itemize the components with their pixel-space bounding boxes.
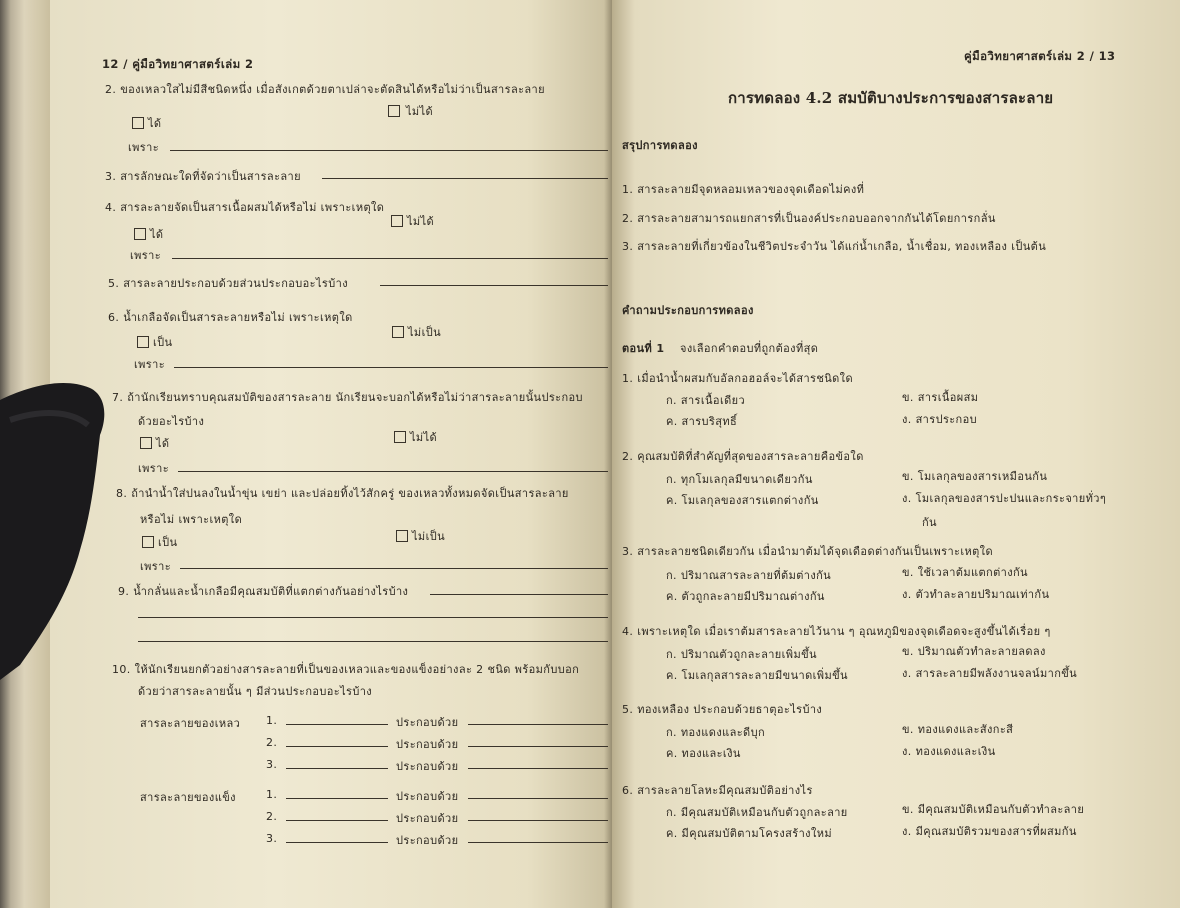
right-page-header: คู่มือวิทยาศาสตร์เล่ม 2 / 13 bbox=[964, 49, 1116, 63]
mcq-option[interactable]: ค. สารบริสุทธิ์ bbox=[666, 415, 738, 428]
option-cannot-label: ไม่ได้ bbox=[407, 215, 435, 228]
mcq-option[interactable]: ง. สารละลายมีพลังงานจลน์มากขึ้น bbox=[902, 667, 1078, 680]
composition-label: ประกอบด้วย bbox=[396, 738, 459, 751]
question-4: 4. สารละลายจัดเป็นสารเนื้อผสมได้หรือไม่ เพราะเหตุใด bbox=[105, 201, 385, 214]
answer-line[interactable] bbox=[430, 594, 608, 595]
mcq-option[interactable]: ข. ทองแดงและสังกะสี bbox=[902, 723, 1014, 736]
question-3: 3. สารลักษณะใดที่จัดว่าเป็นสารละลาย bbox=[105, 170, 301, 183]
summary-item: 2. สารละลายสามารถแยกสารที่เป็นองค์ประกอบออกจากกันได้โดยการกลั่น bbox=[622, 212, 996, 225]
option-can-label: ได้ bbox=[148, 117, 162, 130]
because-label: เพราะ bbox=[138, 462, 170, 475]
question-8-cont: หรือไม่ เพราะเหตุใด bbox=[140, 513, 243, 526]
question-10: 10. ให้นักเรียนยกตัวอย่างสารละลายที่เป็นของเหลวและของแข็งอย่างละ 2 ชนิด พร้อมกับบอก bbox=[112, 663, 580, 676]
answer-line[interactable] bbox=[468, 768, 608, 769]
mcq-option[interactable]: ข. มีคุณสมบัติเหมือนกับตัวทำละลาย bbox=[902, 803, 1085, 816]
mcq-option[interactable]: ค. มีคุณสมบัติตามโครงสร้างใหม่ bbox=[666, 827, 833, 840]
summary-item: 3. สารละลายที่เกี่ยวข้องในชีวิตประจำวัน ได้แก่น้ำเกลือ, น้ำเชื่อม, ทองเหลือง เป็นต้น bbox=[622, 240, 1047, 253]
composition-label: ประกอบด้วย bbox=[396, 716, 459, 729]
left-page bbox=[50, 0, 612, 908]
checkbox-is[interactable] bbox=[142, 536, 154, 548]
questions-heading: คำถามประกอบการทดลอง bbox=[622, 304, 754, 317]
answer-line[interactable] bbox=[174, 367, 608, 368]
mcq-question: 1. เมื่อนำน้ำผสมกับอัลกอฮอล์จะได้สารชนิดใด bbox=[622, 372, 854, 385]
item-number: 2. bbox=[266, 810, 278, 823]
option-can-label: ได้ bbox=[156, 437, 170, 450]
because-label: เพราะ bbox=[140, 560, 172, 573]
mcq-option[interactable]: ก. มีคุณสมบัติเหมือนกับตัวถูกละลาย bbox=[666, 806, 848, 819]
solid-solution-label: สารละลายของแข็ง bbox=[140, 791, 236, 804]
mcq-option[interactable]: ก. สารเนื้อเดียว bbox=[666, 394, 746, 407]
mcq-option[interactable]: ข. สารเนื้อผสม bbox=[902, 391, 979, 404]
answer-line[interactable] bbox=[468, 842, 608, 843]
composition-label: ประกอบด้วย bbox=[396, 790, 459, 803]
option-can-label: ได้ bbox=[150, 228, 164, 241]
option-cannot-label: ไม่ได้ bbox=[406, 105, 434, 118]
liquid-solution-label: สารละลายของเหลว bbox=[140, 717, 241, 730]
answer-line[interactable] bbox=[180, 568, 608, 569]
option-cannot-label: ไม่ได้ bbox=[410, 431, 438, 444]
mcq-option[interactable]: ค. โมเลกุลสารละลายมีขนาดเพิ่มขึ้น bbox=[666, 669, 848, 682]
answer-line[interactable] bbox=[286, 798, 388, 799]
mcq-option[interactable]: ง. โมเลกุลของสารปะปนและกระจายทั่วๆ bbox=[902, 492, 1107, 505]
checkbox-is[interactable] bbox=[137, 336, 149, 348]
checkbox-can[interactable] bbox=[134, 228, 146, 240]
mcq-option[interactable]: ง. ทองแดงและเงิน bbox=[902, 745, 996, 758]
dark-cloth bbox=[0, 380, 110, 680]
item-number: 1. bbox=[266, 714, 278, 727]
composition-label: ประกอบด้วย bbox=[396, 834, 459, 847]
item-number: 2. bbox=[266, 736, 278, 749]
mcq-option[interactable]: ก. ทองแดงและดีบุก bbox=[666, 726, 766, 739]
because-label: เพราะ bbox=[134, 358, 166, 371]
checkbox-cannot[interactable] bbox=[388, 105, 400, 117]
question-5: 5. สารละลายประกอบด้วยส่วนประกอบอะไรบ้าง bbox=[108, 277, 348, 290]
mcq-option-cont: กัน bbox=[922, 516, 937, 529]
composition-label: ประกอบด้วย bbox=[396, 760, 459, 773]
mcq-question: 5. ทองเหลือง ประกอบด้วยธาตุอะไรบ้าง bbox=[622, 703, 823, 716]
question-10-cont: ด้วยว่าสารละลายนั้น ๆ มีส่วนประกอบอะไรบ้าง bbox=[138, 685, 373, 698]
answer-line[interactable] bbox=[468, 724, 608, 725]
mcq-option[interactable]: ข. โมเลกุลของสารเหมือนกัน bbox=[902, 470, 1048, 483]
question-2: 2. ของเหลวใสไม่มีสีชนิดหนึ่ง เมื่อสังเกตด้วยตาเปล่าจะตัดสินได้หรือไม่ว่าเป็นสารละลาย bbox=[105, 83, 545, 96]
mcq-option[interactable]: ง. ตัวทำละลายปริมาณเท่ากัน bbox=[902, 588, 1050, 601]
answer-line[interactable] bbox=[468, 746, 608, 747]
mcq-option[interactable]: ก. ทุกโมเลกุลมีขนาดเดียวกัน bbox=[666, 473, 813, 486]
option-is-label: เป็น bbox=[153, 336, 173, 349]
question-7-cont: ด้วยอะไรบ้าง bbox=[138, 415, 205, 428]
mcq-option[interactable]: ค. ทองและเงิน bbox=[666, 747, 741, 760]
checkbox-is-not[interactable] bbox=[396, 530, 408, 542]
mcq-question: 4. เพราะเหตุใด เมื่อเราต้มสารละลายไว้นาน ๆ อุณหภูมิของจุดเดือดจะสูงขึ้นได้เรื่อย ๆ bbox=[622, 625, 1051, 638]
mcq-question: 6. สารละลายโลหะมีคุณสมบัติอย่างไร bbox=[622, 784, 813, 797]
summary-item: 1. สารละลายมีจุดหลอมเหลวของจุดเดือดไม่คงที่ bbox=[622, 183, 865, 196]
answer-line[interactable] bbox=[322, 178, 608, 179]
item-number: 1. bbox=[266, 788, 278, 801]
question-6: 6. น้ำเกลือจัดเป็นสารละลายหรือไม่ เพราะเหตุใด bbox=[108, 311, 353, 324]
item-number: 3. bbox=[266, 832, 278, 845]
checkbox-is-not[interactable] bbox=[392, 326, 404, 338]
answer-line[interactable] bbox=[170, 150, 608, 151]
answer-line[interactable] bbox=[286, 768, 388, 769]
answer-line[interactable] bbox=[468, 820, 608, 821]
mcq-option[interactable]: ข. ใช้เวลาต้มแตกต่างกัน bbox=[902, 566, 1028, 579]
mcq-option[interactable]: ง. มีคุณสมบัติรวมของสารที่ผสมกัน bbox=[902, 825, 1077, 838]
option-is-label: เป็น bbox=[158, 536, 178, 549]
checkbox-can[interactable] bbox=[132, 117, 144, 129]
answer-line[interactable] bbox=[172, 258, 608, 259]
answer-line[interactable] bbox=[138, 641, 608, 642]
answer-line[interactable] bbox=[138, 617, 608, 618]
answer-line[interactable] bbox=[468, 798, 608, 799]
mcq-option[interactable]: ก. ปริมาณสารละลายที่ต้มต่างกัน bbox=[666, 569, 832, 582]
right-page bbox=[612, 0, 1180, 908]
left-page-header: 12 / คู่มือวิทยาศาสตร์เล่ม 2 bbox=[102, 57, 254, 71]
question-7: 7. ถ้านักเรียนทราบคุณสมบัติของสารละลาย นักเรียนจะบอกได้หรือไม่ว่าสารละลายนั้นประกอบ bbox=[112, 391, 583, 404]
checkbox-cannot[interactable] bbox=[394, 431, 406, 443]
question-8: 8. ถ้านำน้ำใส่ปนลงในน้ำขุ่น เขย่า และปล่อยทิ้งไว้สักครู่ ของเหลวทั้งหมดจัดเป็นสารละลาย bbox=[116, 487, 569, 500]
summary-heading: สรุปการทดลอง bbox=[622, 139, 698, 152]
experiment-title: การทดลอง 4.2 สมบัติบางประการของสารละลาย bbox=[728, 89, 1054, 107]
answer-line[interactable] bbox=[286, 746, 388, 747]
item-number: 3. bbox=[266, 758, 278, 771]
answer-line[interactable] bbox=[286, 842, 388, 843]
mcq-option[interactable]: ก. ปริมาณตัวถูกละลายเพิ่มขึ้น bbox=[666, 648, 817, 661]
because-label: เพราะ bbox=[130, 249, 162, 262]
composition-label: ประกอบด้วย bbox=[396, 812, 459, 825]
because-label: เพราะ bbox=[128, 141, 160, 154]
option-is-not-label: ไม่เป็น bbox=[408, 326, 442, 339]
answer-line[interactable] bbox=[286, 820, 388, 821]
mcq-option[interactable]: ข. ปริมาณตัวทำละลายลดลง bbox=[902, 645, 1046, 658]
answer-line[interactable] bbox=[286, 724, 388, 725]
mcq-option[interactable]: ค. ตัวถูกละลายมีปริมาณต่างกัน bbox=[666, 590, 825, 603]
option-is-not-label: ไม่เป็น bbox=[412, 530, 446, 543]
mcq-option[interactable]: ค. โมเลกุลของสารแตกต่างกัน bbox=[666, 494, 819, 507]
mcq-question: 2. คุณสมบัติที่สำคัญที่สุดของสารละลายคือข้อใด bbox=[622, 450, 864, 463]
checkbox-cannot[interactable] bbox=[391, 215, 403, 227]
question-9: 9. น้ำกลั่นและน้ำเกลือมีคุณสมบัติที่แตกต่างกันอย่างไรบ้าง bbox=[118, 585, 409, 598]
mcq-question: 3. สารละลายชนิดเดียวกัน เมื่อนำมาต้มได้จุดเดือดต่างกันเป็นเพราะเหตุใด bbox=[622, 545, 993, 558]
mcq-option[interactable]: ง. สารประกอบ bbox=[902, 413, 978, 426]
answer-line[interactable] bbox=[178, 471, 608, 472]
checkbox-can[interactable] bbox=[140, 437, 152, 449]
part-label: ตอนที่ 1 bbox=[622, 342, 665, 355]
part-instruction: จงเลือกคำตอบที่ถูกต้องที่สุด bbox=[680, 342, 819, 355]
answer-line[interactable] bbox=[380, 285, 608, 286]
